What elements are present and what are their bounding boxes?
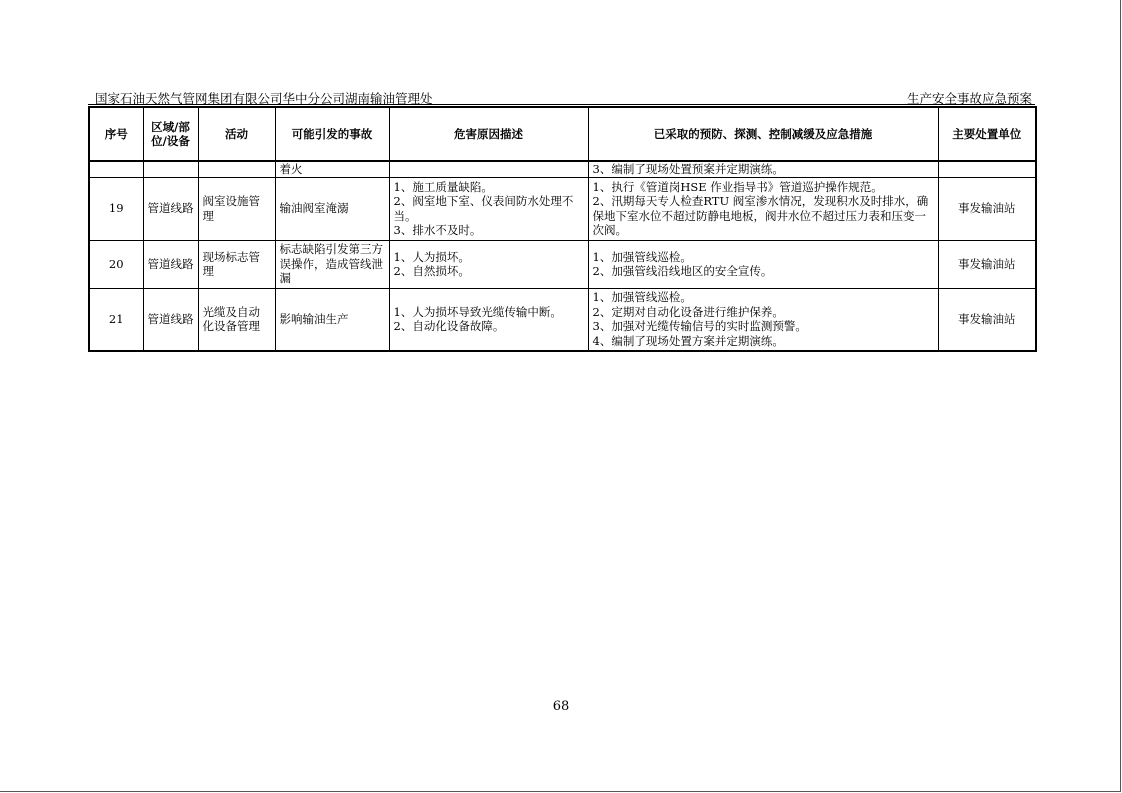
cell-activity: 现场标志管理 (198, 240, 275, 288)
measure-line: 3、加强对光缆传输信号的实时监测预警。 (592, 319, 807, 334)
cell-unit: 事发输油站 (938, 177, 1036, 240)
measure-line: 2、加强管线沿线地区的安全宣传。 (592, 264, 773, 278)
cell-measure: 3、编制了现场处置预案并定期演练。 (588, 161, 938, 177)
cell-measures (588, 288, 938, 351)
table-row (89, 288, 1036, 351)
measure-line: 1、加强管线巡检。 (592, 290, 692, 305)
col-header-no: 序号 (89, 107, 143, 161)
col-header-measures: 已采取的预防、探测、控制减缓及应急措施 (588, 107, 938, 161)
cell-area: 管道线路 (143, 177, 198, 240)
cause-line: 3、排水不及时。 (393, 223, 482, 237)
table-row (89, 177, 1036, 240)
cell-activity: 光缆及自动化设备管理 (198, 288, 275, 351)
page-number: 68 (552, 699, 570, 714)
header-document-title: 生产安全事故应急预案 (906, 91, 1032, 106)
col-header-accident: 可能引发的事故 (275, 107, 389, 161)
col-header-area: 区域/部位/设备 (143, 107, 198, 161)
cell-accident: 影响输油生产 (275, 288, 389, 351)
cell-no: 20 (89, 240, 143, 288)
cause-line: 2、自然损坏。 (393, 264, 470, 278)
cause-line: 1、人为损坏。 (393, 249, 470, 264)
cause-line: 2、阀室地下室、仪表间防水处理不当。 (393, 194, 574, 223)
cell-no: 21 (89, 288, 143, 351)
table-header-row (89, 107, 1036, 161)
cell-cause (389, 240, 588, 288)
cell-accident: 着火 (275, 161, 389, 177)
cell-unit: 事发输油站 (938, 288, 1036, 351)
cell-activity: 阀室设施管理 (198, 177, 275, 240)
cell-cause (389, 177, 588, 240)
measure-line: 4、编制了现场处置方案并定期演练。 (592, 333, 784, 348)
cause-line: 1、人为损坏导致光缆传输中断。 (393, 304, 562, 319)
cell-measures (588, 240, 938, 288)
measure-line: 2、汛期每天专人检查RTU 阀室渗水情况，发现积水及时排水，确保地下室水位不超过防静电地板，阀井水位不超过压力表和压变一次阀。 (592, 194, 929, 237)
cell-no: 19 (89, 177, 143, 240)
measure-line: 1、加强管线巡检。 (592, 249, 692, 264)
cell-area: 管道线路 (143, 288, 198, 351)
header-organization: 国家石油天然气管网集团有限公司华中分公司湖南输油管理处 (95, 91, 433, 106)
measure-line: 1、执行《管道岗HSE 作业指导书》管道巡护操作规范。 (592, 179, 883, 194)
cell-measures (588, 177, 938, 240)
col-header-unit: 主要处置单位 (938, 107, 1036, 161)
col-header-cause: 危害原因描述 (389, 107, 588, 161)
emergency-plan-table (88, 106, 1037, 352)
cause-line: 1、施工质量缺陷。 (393, 179, 493, 194)
cause-line: 2、自动化设备故障。 (393, 319, 505, 334)
header-rule (88, 104, 1035, 105)
cell-cause (389, 288, 588, 351)
measure-line: 2、定期对自动化设备进行维护保养。 (592, 304, 784, 319)
cell-accident: 标志缺陷引发第三方误操作，造成管线泄漏 (275, 240, 389, 288)
table-row-continued (89, 161, 1036, 177)
table-row (89, 240, 1036, 288)
cell-area: 管道线路 (143, 240, 198, 288)
col-header-activity: 活动 (198, 107, 275, 161)
cell-accident: 输油阀室淹溺 (275, 177, 389, 240)
cell-unit: 事发输油站 (938, 240, 1036, 288)
